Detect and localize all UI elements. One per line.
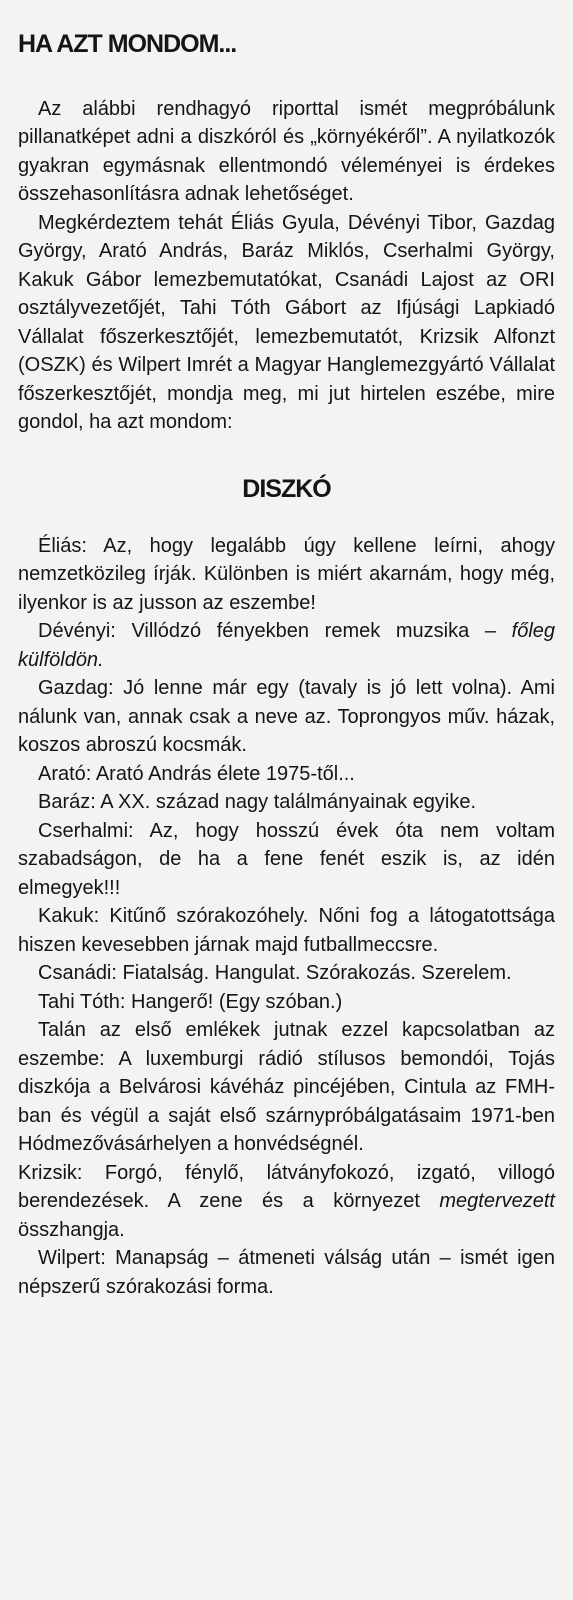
section-title: DISZKÓ [242,474,331,503]
answer-devenyi [18,617,555,674]
answer-krizsik [18,1159,555,1245]
answer-gazdag: Gazdag: Jó lenne már egy (tavaly is jó lett volna). Ami nálunk van, annak csak a neve az. Toprongyos műv. házak, koszos abroszú kocsmák. [18,677,555,757]
intro-paragraph: Megkérdeztem tehát Éliás Gyula, Dévényi Tibor, Gazdag György, Arató András, Baráz Miklós, Cserhalmi György, Kakuk Gábor lemezbemutatókat, Csanádi Lajost az ORI osztályvezetőjét, Tahi Tóth Gábort az Ifjúsági Lapkiadó Vállalat főszerkesztőjét, lemezbemutatót, Krizsik Alfonzt (OSZK) és Wilpert Imrét a Magyar Hanglemezgyártó Vállalat főszerkesztőjét, mondja meg, mi jut hirtelen eszébe, mire gondol, ha azt mondom: [18,211,555,434]
answer-devenyi-italic: főleg külföldön. [18,620,556,671]
answer-elias: Éliás: Az, hogy legalább úgy kellene leírni, ahogy nemzetközileg írják. Különben is miért akarnám, hogy még, ilyenkor is az jusson az eszembe! [18,534,555,614]
intro-paragraph: Az alábbi rendhagyó riporttal ismét megpróbálunk pillanatképet adni a diszkóról és „környékéről”. A nyilatkozók gyakran egymásnak ellentmondó véleményei is érdekes összehasonlításra adnak lehetőséget. [18,97,555,206]
answer-krizsik-text: Krizsik: Forgó, fénylő, látványfokozó, izgató, villogó berendezések. A zene és a környezet [18,1161,555,1213]
answer-cserhalmi: Cserhalmi: Az, hogy hosszú évek óta nem voltam szabadságon, de ha a fene fenét eszik is, az idén elmegyek!!! [18,819,555,899]
article-title: HA AZT MONDOM... [18,30,237,58]
answer-baraz: Baráz: A XX. század nagy találmányainak egyike. [38,791,477,814]
answer-kakuk: Kakuk: Kitűnő szórakozóhely. Nőni fog a látogatottsága hiszen kevesebben járnak majd futballmeccsre. [18,905,555,956]
answer-tahi-toth: Tahi Tóth: Hangerő! (Egy szóban.) [38,990,343,1013]
answer-wilpert: Wilpert: Manapság – átmeneti válság után – ismét igen népszerű szórakozási forma. [18,1247,555,1298]
answer-krizsik-italic: megtervezett [439,1190,555,1213]
answer-csanadi: Csanádi: Fiatalság. Hangulat. Szórakozás. Szerelem. [38,962,512,985]
answer-tahi-toth-continued: Talán az első emlékek jutnak ezzel kapcsolatban az eszembe: A luxemburgi rádió stílusos bemondói, Tojás diszkója a Belvárosi kávéház pincéjében, Cintula az FMH-ban és végül a saját első szárnypróbálgatásaim 1971-ben Hódmezővásárhelyen a honvédségnél. [18,1019,555,1156]
answer-devenyi-text: Dévényi: Villódzó fényekben remek muzsika – [38,620,496,643]
answer-krizsik-end: összhangja. [18,1218,125,1241]
answer-arato: Arató: Arató András élete 1975-től... [38,762,355,785]
